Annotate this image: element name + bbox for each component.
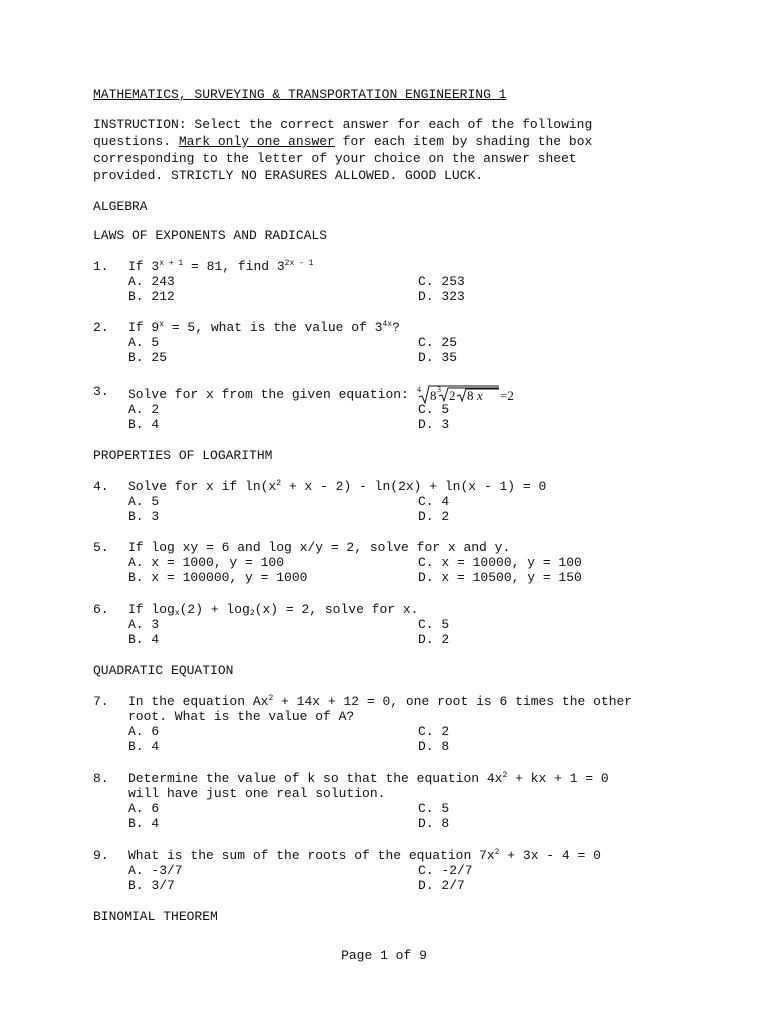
question-text: Determine the value of k so that the equation $4x^2$ + kx + 1 = 0 [128,771,609,786]
option-c: C. 5 [418,617,450,632]
svg-text:8: 8 [466,388,474,403]
question-number: 8. [93,771,109,786]
option-b: B. 4 [128,632,160,647]
option-d: D. 2 [418,509,450,524]
question-number: 6. [93,602,109,617]
question-text: If $3^{x + 1} = 81$, find $3^{2x - 1}$ [128,259,314,274]
option-d: D. 323 [418,289,465,304]
option-a: A. 6 [128,724,160,739]
instruction-line-1: INSTRUCTION: Select the correct answer for each of the following [93,117,593,132]
question-text-continued: will have just one real solution. [128,786,386,801]
option-b: B. 25 [128,350,168,365]
question-number: 5. [93,540,109,555]
option-a: A. 5 [128,335,160,350]
option-a: A. 6 [128,801,160,816]
question-text: Solve for x if $\ln(x^2 + x - 2) - \ln(2x) + \ln(x - 1) = 0$ [128,479,547,494]
question-text: If log xy = 6 and log x/y = 2, solve for x and y. [128,540,511,555]
option-a: A. x = 1000, y = 100 [128,555,285,570]
section-quadratic: QUADRATIC EQUATION [93,663,234,678]
option-b: B. 3 [128,509,160,524]
option-c: C. x = 10000, y = 100 [418,555,582,570]
svg-text:x: x [476,388,483,403]
instruction-text: questions. [93,134,179,149]
option-c: C. -2/7 [418,863,473,878]
question-text-continued: root. What is the value of A? [128,709,355,724]
option-c: C. 5 [418,801,450,816]
option-a: A. -3/7 [128,863,183,878]
question-number: 1. [93,259,109,274]
question-text: Solve for x from the given equation: [128,387,409,402]
question-text: If $\log_x(2) + \log_2(x) = 2$, solve for x. [128,602,419,618]
instruction-line-2 [93,134,592,149]
option-b: B. x = 100000, y = 1000 [128,570,308,585]
option-b: B. 4 [128,739,160,754]
svg-text:3: 3 [436,385,441,394]
section-algebra: ALGEBRA [93,199,148,214]
section-logarithm: PROPERTIES OF LOGARITHM [93,448,273,463]
option-c: C. 5 [418,402,450,417]
option-c: C. 4 [418,494,450,509]
option-d: D. 3 [418,417,450,432]
section-laws-exponents: LAWS OF EXPONENTS AND RADICALS [93,228,328,243]
question-number: 4. [93,479,109,494]
question-text: What is the sum of the roots of the equation $7x^2 + 3x - 4 = 0$ [128,848,601,863]
option-d: D. x = 10500, y = 150 [418,570,582,585]
option-d: D. 35 [418,350,458,365]
option-b: B. 4 [128,417,160,432]
instruction-line-3: corresponding to the letter of your choice on the answer sheet [93,151,577,166]
option-a: A. 2 [128,402,160,417]
svg-text:4: 4 [416,385,421,394]
option-b: B. 4 [128,816,160,831]
svg-text:2: 2 [448,388,456,403]
question-text [128,384,535,404]
option-b: B. 212 [128,289,175,304]
option-a: A. 3 [128,617,160,632]
option-a: A. 243 [128,274,175,289]
option-d: D. 2/7 [418,878,465,893]
question-number: 9. [93,848,109,863]
section-binomial: BINOMIAL THEOREM [93,909,218,924]
option-d: D. 8 [418,816,450,831]
exam-title: MATHEMATICS, SURVEYING & TRANSPORTATION ENGINEERING 1 [93,87,507,102]
option-c: C. 25 [418,335,458,350]
question-text: In the equation $Ax^2 + 14x + 12 = 0$, one root is 6 times the other [128,694,633,709]
page-footer: Page 1 of 9 [341,948,427,963]
svg-text:=2: =2 [499,388,514,403]
instruction-text: for each item by shading the box [334,134,593,149]
option-b: B. 3/7 [128,878,175,893]
option-a: A. 5 [128,494,160,509]
question-number: 2. [93,320,109,335]
instruction-line-4: provided. STRICTLY NO ERASURES ALLOWED. GOOD LUCK. [93,168,484,183]
option-c: C. 253 [418,274,465,289]
question-text: If $9^x = 5$, what is the value of $3^{4x}$? [128,320,400,335]
instruction-emphasis: Mark only one answer [178,134,335,149]
option-d: D. 8 [418,739,450,754]
svg-text:8: 8 [429,388,437,403]
question-number: 7. [93,694,109,709]
nested-radical-equation [417,384,535,404]
option-d: D. 2 [418,632,450,647]
question-number: 3. [93,384,109,399]
option-c: C. 2 [418,724,450,739]
